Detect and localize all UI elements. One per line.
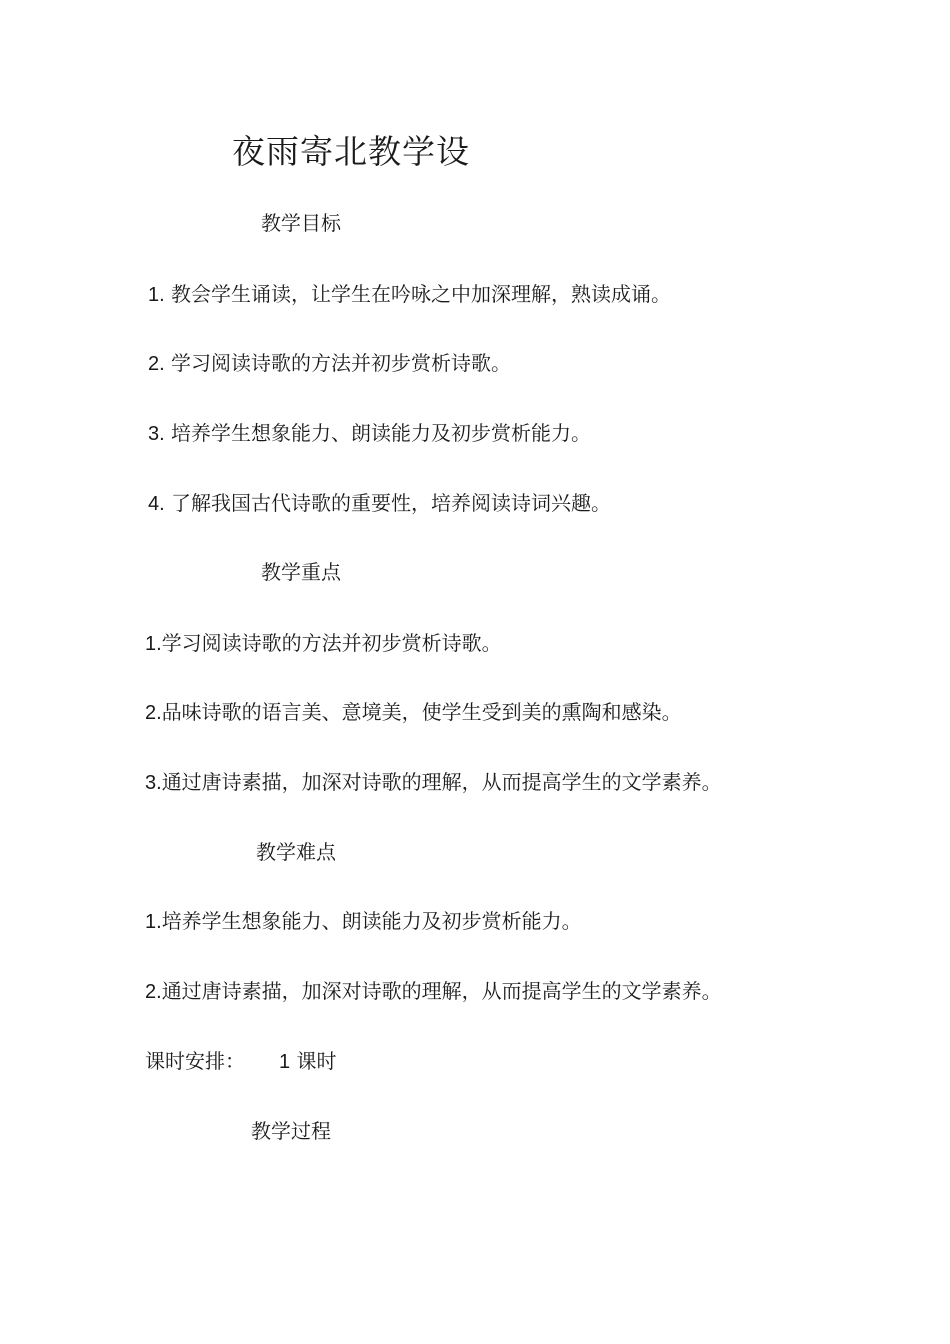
item-number: 4. xyxy=(148,493,165,515)
document-title: 夜雨寄北教学设 xyxy=(232,132,470,171)
item-text: 通过唐诗素描，加深对诗歌的理解，从而提高学生的文学素养。 xyxy=(161,979,722,1003)
item-number: 2. xyxy=(145,981,162,1003)
heading-process: 教学过程 xyxy=(251,1119,331,1143)
item-text: 培养学生想象能力、朗读能力及初步赏析能力。 xyxy=(161,909,582,933)
item-number: 1. xyxy=(145,911,162,933)
schedule-label: 课时安排： xyxy=(145,1049,245,1073)
item-text: 教会学生诵读，让学生在吟咏之中加深理解，熟读成诵。 xyxy=(171,282,672,306)
schedule-value xyxy=(279,1048,336,1075)
objective-item xyxy=(148,490,611,517)
item-number: 1. xyxy=(148,284,165,306)
item-text: 通过唐诗素描，加深对诗歌的理解，从而提高学生的文学素养。 xyxy=(161,770,722,794)
heading-key-points: 教学重点 xyxy=(261,560,341,584)
objective-item xyxy=(148,350,511,377)
item-text: 品味诗歌的语言美、意境美，使学生受到美的熏陶和感染。 xyxy=(161,700,682,724)
item-text: 培养学生想象能力、朗读能力及初步赏析能力。 xyxy=(171,421,592,445)
objective-item xyxy=(148,420,591,447)
item-number: 1. xyxy=(145,633,162,655)
item-number: 2. xyxy=(145,702,162,724)
heading-objectives: 教学目标 xyxy=(261,211,341,235)
item-number: 3. xyxy=(148,423,165,445)
schedule-number: 1 xyxy=(279,1051,291,1073)
objective-item xyxy=(148,281,671,308)
difficulty-item xyxy=(145,978,722,1005)
key-point-item xyxy=(145,699,682,726)
item-text: 学习阅读诗歌的方法并初步赏析诗歌。 xyxy=(171,351,512,375)
item-number: 3. xyxy=(145,772,162,794)
item-text: 学习阅读诗歌的方法并初步赏析诗歌。 xyxy=(161,631,502,655)
schedule-unit: 课时 xyxy=(296,1049,337,1073)
item-number: 2. xyxy=(148,353,165,375)
heading-difficulties: 教学难点 xyxy=(256,840,336,864)
difficulty-item xyxy=(145,908,582,935)
item-text: 了解我国古代诗歌的重要性，培养阅读诗词兴趣。 xyxy=(171,491,612,515)
key-point-item xyxy=(145,769,722,796)
key-point-item xyxy=(145,630,502,657)
